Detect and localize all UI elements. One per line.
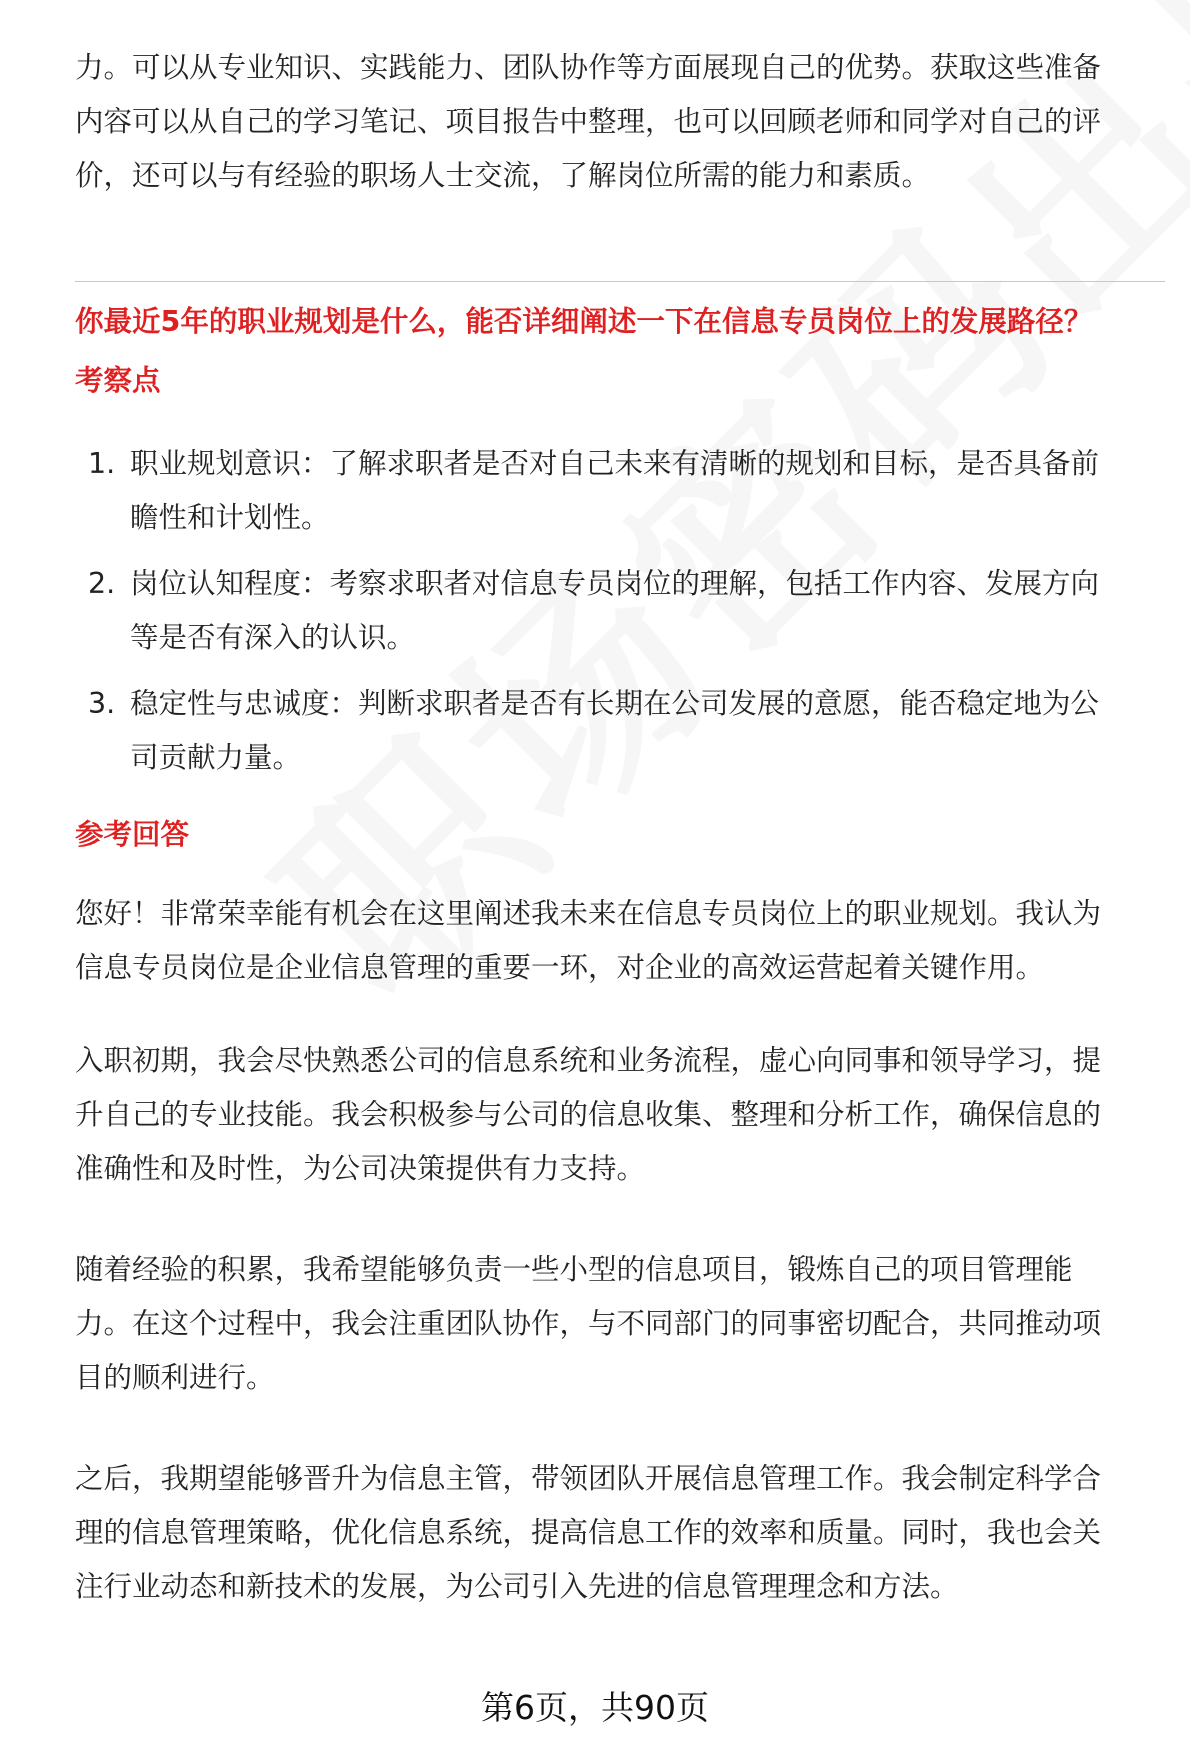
list-item-line: 司贡献力量。: [130, 741, 302, 774]
answer-line: 注行业动态和新技术的发展，为公司引入先进的信息管理理念和方法。: [75, 1570, 959, 1603]
list-item-line: 等是否有深入的认识。: [130, 621, 416, 654]
answer-line: 之后，我期望能够晋升为信息主管，带领团队开展信息管理工作。我会制定科学合: [75, 1462, 1102, 1495]
answer-line: 入职初期，我会尽快熟悉公司的信息系统和业务流程，虚心向同事和领导学习，提: [75, 1044, 1102, 1077]
list-item-line: 岗位认知程度：考察求职者对信息专员岗位的理解，包括工作内容、发展方向: [130, 567, 1100, 600]
list-number: 1.: [88, 447, 116, 480]
list-item-line: 瞻性和计划性。: [130, 501, 330, 534]
answer-line: 随着经验的积累，我希望能够负责一些小型的信息项目，锻炼自己的项目管理能: [75, 1253, 1073, 1286]
answer-line: 目的顺利进行。: [75, 1361, 275, 1394]
answer-line: 力。在这个过程中，我会注重团队协作，与不同部门的同事密切配合，共同推动项: [75, 1307, 1102, 1340]
section-divider: [75, 281, 1165, 282]
answer-line: 信息专员岗位是企业信息管理的重要一环，对企业的高效运营起着关键作用。: [75, 951, 1045, 984]
answer-line: 理的信息管理策略，优化信息系统，提高信息工作的效率和质量。同时，我也会关: [75, 1516, 1102, 1549]
answer-line: 升自己的专业技能。我会积极参与公司的信息收集、整理和分析工作，确保信息的: [75, 1098, 1102, 1131]
intro-line: 价，还可以与有经验的职场人士交流，了解岗位所需的能力和素质。: [75, 159, 931, 192]
intro-line: 内容可以从自己的学习笔记、项目报告中整理，也可以回顾老师和同学对自己的评: [75, 105, 1102, 138]
points-heading: 考察点: [75, 364, 161, 397]
intro-line: 力。可以从专业知识、实践能力、团队协作等方面展现自己的优势。获取这些准备: [75, 51, 1102, 84]
list-number: 2.: [88, 567, 116, 600]
answer-line: 准确性和及时性，为公司决策提供有力支持。: [75, 1152, 646, 1185]
answer-heading: 参考回答: [75, 818, 190, 851]
list-item-line: 稳定性与忠诚度：判断求职者是否有长期在公司发展的意愿，能否稳定地为公: [130, 687, 1100, 720]
question-heading: 你最近5年的职业规划是什么，能否详细阐述一下在信息专员岗位上的发展路径？: [75, 305, 1093, 338]
page-number: 第6页，共90页: [481, 1688, 709, 1727]
answer-line: 您好！非常荣幸能有机会在这里阐述我未来在信息专员岗位上的职业规划。我认为: [75, 897, 1102, 930]
list-number: 3.: [88, 687, 116, 720]
list-item-line: 职业规划意识：了解求职者是否对自己未来有清晰的规划和目标，是否具备前: [130, 447, 1100, 480]
